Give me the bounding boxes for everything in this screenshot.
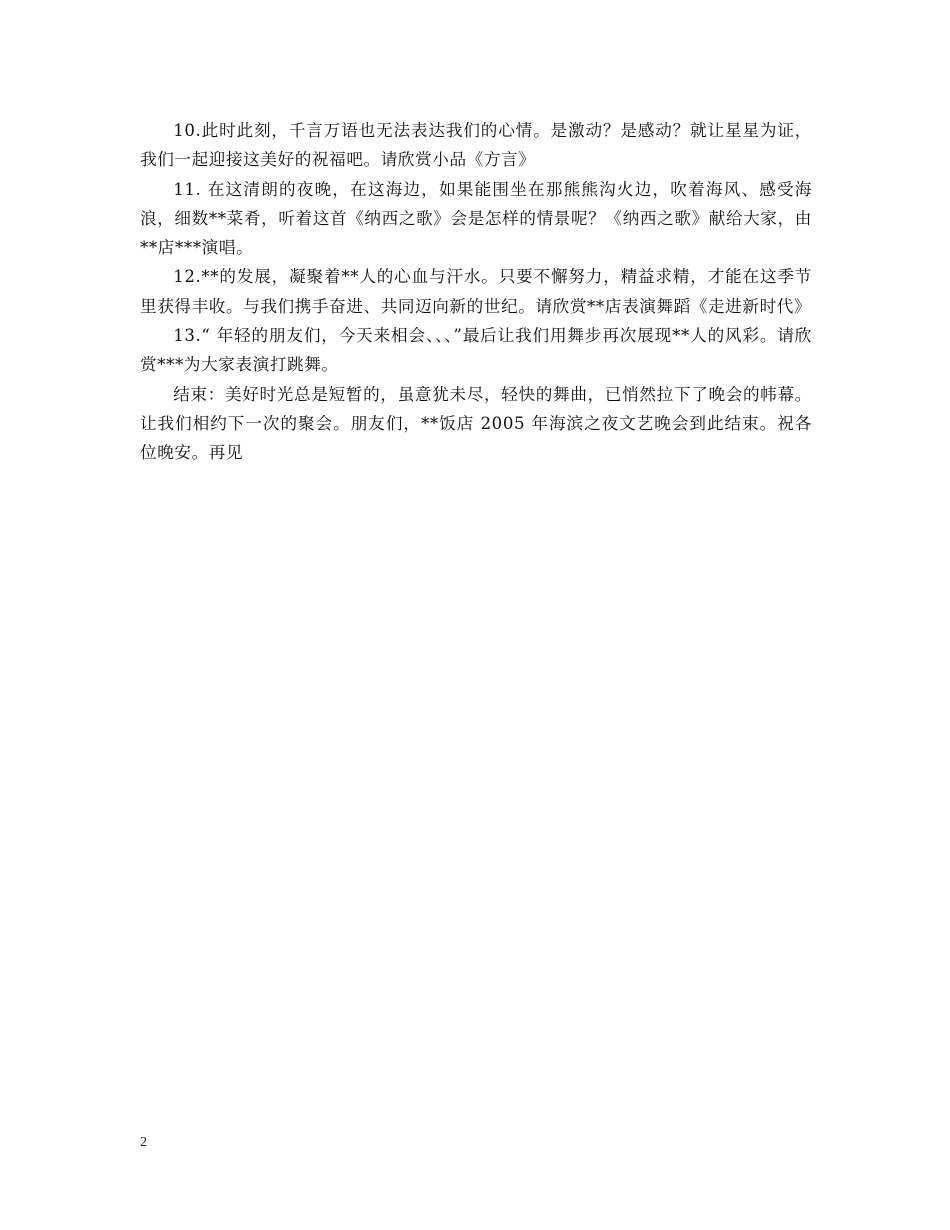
page-number: 2 [140,1135,147,1150]
paragraph-item-10: 10.此时此刻，千言万语也无法表达我们的心情。是激动？是感动？就让星星为证，我们一起迎接这美好的祝福吧。请欣赏小品《方言》 [140,121,812,170]
paragraph-item-12: 12.**的发展，凝聚着**人的心血与汗水。只要不懈努力，精益求精，才能在这季节里获得丰收。与我们携手奋进、共同迈向新的世纪。请欣赏**店表演舞蹈《走进新时代》 [140,267,812,316]
paragraph-item-13: 13.“ 年轻的朋友们，今天来相会、、、”最后让我们用舞步再次展现**人的风彩。请欣赏***为大家表演打跳舞。 [140,326,812,375]
document-body [140,116,812,468]
paragraph-item-11: 11. 在这清朗的夜晚，在这海边，如果能围坐在那熊熊沟火边，吹着海风、感受海浪，细数**菜肴，听着这首《纳西之歌》会是怎样的情景呢？《纳西之歌》献给大家，由**店***演唱。 [140,179,812,258]
closing-paragraph: 结束：美好时光总是短暂的，虽意犹未尽，轻快的舞曲，已悄然拉下了晚会的帏幕。让我们相约下一次的聚会。朋友们，**饭店 2005 年海滨之夜文艺晚会到此结束。祝各位晚安。再见 [140,384,812,463]
